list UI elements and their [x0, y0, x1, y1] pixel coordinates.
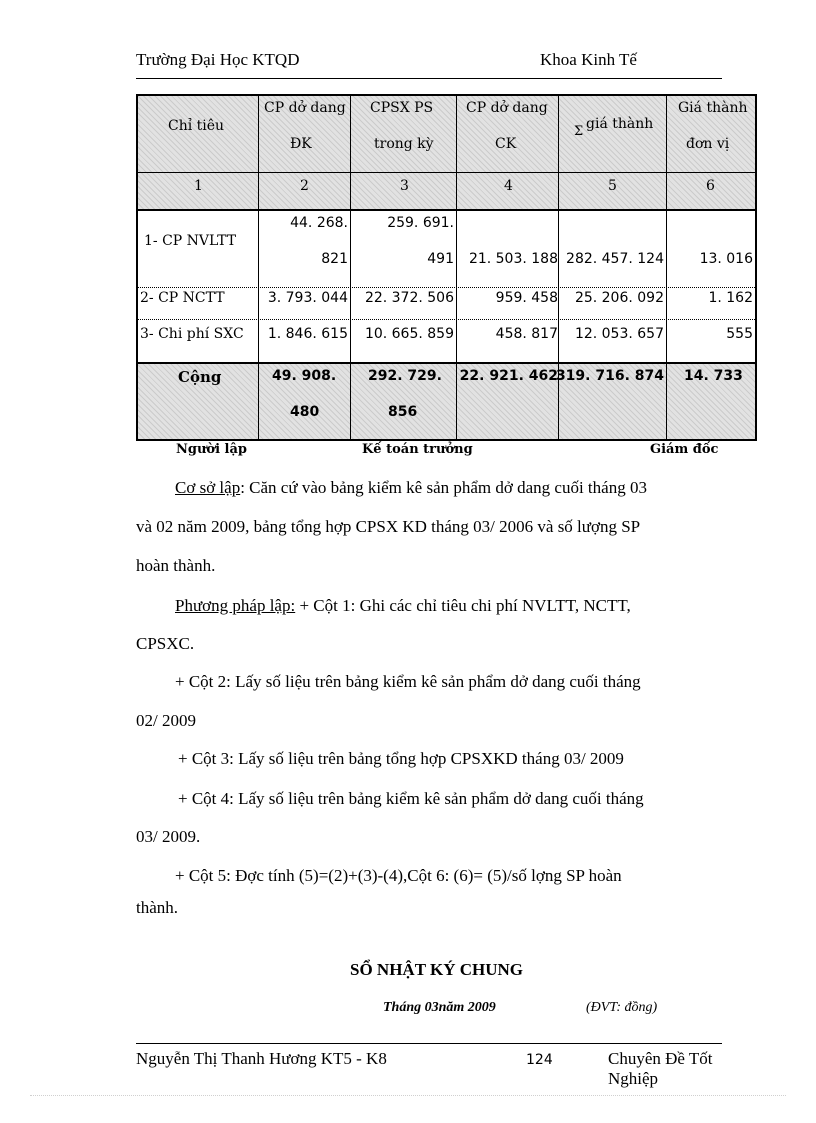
col-divider [666, 96, 667, 439]
row3-c6: 555 [726, 326, 753, 342]
row-divider [138, 362, 755, 364]
row3-c3: 10. 665. 859 [364, 326, 454, 342]
col-divider [258, 96, 259, 439]
method-text: + Cột 1: Ghi các chỉ tiêu chi phí NVLTT, NCTT, [295, 596, 631, 615]
header-school: Trường Đại Học KTQD [136, 50, 300, 69]
row3-c2: 1. 846. 615 [267, 326, 348, 342]
header-cp-do-dang-dk-1: CP dở dang [264, 100, 346, 116]
row2-c2: 3. 793. 044 [267, 290, 348, 306]
footer-author: Nguyễn Thị Thanh Hương KT5 - K8 [136, 1049, 387, 1068]
row3-c4: 458. 817 [495, 326, 558, 342]
basis-paragraph-line3: hoàn thành. [136, 556, 216, 575]
header-cpsx-ps-2: trong kỳ [374, 136, 434, 152]
col4-line1: + Cột 4: Lấy số liệu trên bảng kiểm kê sản phẩm dở dang cuối tháng [178, 789, 644, 808]
row1-c5: 282. 457. 124 [566, 251, 664, 267]
method-paragraph-line2: CPSXC. [136, 634, 195, 653]
row1-c4: 21. 503. 188 [468, 251, 558, 267]
col5-line1: + Cột 5: Đợc tính (5)=(2)+(3)-(4),Cột 6: (6)= (5)/số lợng SP hoàn [175, 866, 622, 885]
row3-c5: 12. 053. 657 [574, 326, 664, 342]
page-number: 124 [526, 1052, 553, 1068]
section-subtitle: Tháng 03năm 2009 [383, 1000, 496, 1015]
total-c6: 14. 733 [684, 368, 743, 384]
row2-c5: 25. 206. 092 [574, 290, 664, 306]
total-c5: 319. 716. 874 [555, 368, 664, 384]
footer-title: Chuyên Đề Tốt Nghiệp [608, 1049, 713, 1088]
row1-c2-line2: 821 [321, 251, 348, 267]
signature-chief-accountant: Kế toán trưởng [362, 442, 473, 457]
header-gia-thanh-don-vi-1: Giá thành [678, 100, 748, 116]
total-c3-line1: 292. 729. [368, 368, 442, 384]
header-cp-do-dang-ck-1: CP dở dang [466, 100, 548, 116]
row-divider [138, 287, 755, 288]
basis-paragraph-line2: và 02 năm 2009, bảng tổng hợp CPSX KD tháng 03/ 2006 và số lượng SP [136, 517, 641, 536]
header-cp-do-dang-dk-2: ĐK [290, 136, 312, 152]
signature-director: Giám đốc [650, 442, 719, 457]
header-shading [138, 96, 755, 210]
col3-line: + Cột 3: Lấy số liệu trên bảng tổng hợp CPSXKD tháng 03/ 2009 [178, 749, 624, 768]
row-divider [138, 209, 755, 211]
cost-table [136, 94, 757, 441]
signature-preparer: Người lập [176, 442, 248, 457]
row-label-sxc: 3- Chi phí SXC [140, 326, 244, 342]
page-footer [136, 1043, 722, 1088]
row2-c3: 22. 372. 506 [364, 290, 454, 306]
row1-c6: 13. 016 [699, 251, 753, 267]
row2-c6: 1. 162 [708, 290, 753, 306]
basis-label: Cơ sở lập [175, 478, 241, 497]
page-header [136, 50, 722, 79]
method-label: Phương pháp lập: [175, 596, 296, 615]
sigma-icon: Σ [574, 124, 584, 139]
header-gia-thanh-don-vi-2: đơn vị [686, 136, 730, 152]
col-number: 2 [300, 178, 309, 194]
row-label-nvltt: 1- CP NVLTT [144, 233, 237, 249]
header-chi-tieu: Chỉ tiêu [168, 118, 225, 134]
row-label-ncct: 2- CP NCTT [140, 290, 225, 306]
col4-line2: 03/ 2009. [136, 827, 201, 846]
section-title: SỔ NHẬT KÝ CHUNG [350, 960, 524, 979]
row1-c2-line1: 44. 268. [290, 215, 348, 231]
col-number: 5 [608, 178, 617, 194]
total-label: Cộng [178, 368, 222, 386]
header-gia-thanh: giá thành [586, 116, 654, 132]
col-number: 4 [504, 178, 513, 194]
header-cp-do-dang-ck-2: CK [495, 136, 517, 152]
col-number: 6 [706, 178, 715, 194]
total-c2-line2: 480 [290, 404, 320, 420]
col-divider [456, 96, 457, 439]
col-number: 1 [194, 178, 203, 194]
row1-c3-line1: 259. 691. [387, 215, 454, 231]
basis-text: : Căn cứ vào bảng kiểm kê sản phẩm dở dang cuối tháng 03 [240, 478, 647, 497]
header-faculty: Khoa Kinh Tế [540, 50, 637, 69]
total-c4: 22. 921. 462 [459, 368, 558, 384]
col-number: 3 [400, 178, 409, 194]
row-divider [138, 172, 755, 173]
bottom-divider [30, 1095, 786, 1096]
total-c2-line1: 49. 908. [272, 368, 337, 384]
total-c3-line2: 856 [388, 404, 418, 420]
col-divider [350, 96, 351, 439]
section-unit: (ĐVT: đồng) [586, 1000, 658, 1015]
col2-line2: 02/ 2009 [136, 711, 196, 730]
col5-line2: thành. [136, 898, 179, 917]
col-divider [558, 96, 559, 439]
header-cpsx-ps-1: CPSX PS [370, 100, 434, 116]
row2-c4: 959. 458 [495, 290, 558, 306]
row-divider [138, 319, 755, 320]
basis-paragraph-line1 [175, 478, 647, 498]
method-paragraph-line1 [175, 596, 631, 616]
col2-line1: + Cột 2: Lấy số liệu trên bảng kiểm kê sản phẩm dở dang cuối tháng [175, 672, 641, 691]
row1-c3-line2: 491 [427, 251, 454, 267]
